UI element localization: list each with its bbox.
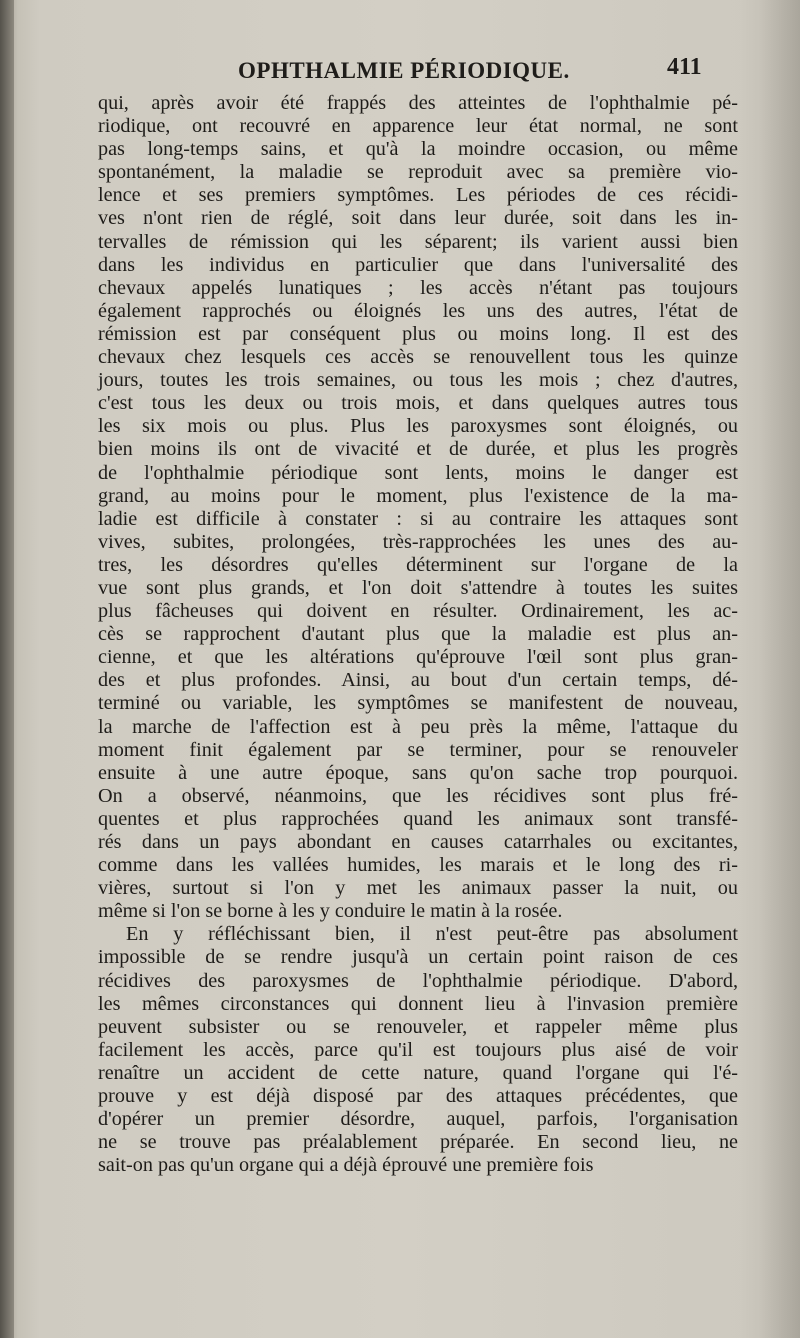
text-line: jours, toutes les trois semaines, ou tous les mois ; chez d'autres, (98, 369, 738, 392)
text-line: rémission est par conséquent plus ou moins long. Il est des (98, 322, 738, 345)
text-line: comme dans les vallées humides, les marais et le long des ri- (98, 854, 738, 877)
text-line: la marche de l'affection est à peu près la même, l'attaque du (98, 715, 738, 738)
text-line: chevaux chez lesquels ces accès se renouvellent tous les quinze (98, 346, 738, 369)
book-spine-shadow (0, 0, 14, 1338)
text-line: En y réfléchissant bien, il n'est peut-être pas absolument (126, 923, 738, 946)
text-line: riodique, ont recouvré en apparence leur état normal, ne sont (98, 115, 738, 138)
text-line: facilement les accès, parce qu'il est toujours plus aisé de voir (98, 1038, 738, 1061)
page-header (0, 52, 800, 92)
text-line: peuvent subsister ou se renouveler, et rappeler même plus (98, 1015, 738, 1038)
text-line: ensuite à une autre époque, sans qu'on sache trop pourquoi. (98, 761, 738, 784)
text-line: quentes et plus rapprochées quand les animaux sont transfé- (98, 807, 738, 830)
text-line: qui, après avoir été frappés des atteintes de l'ophthalmie pé- (98, 92, 738, 114)
text-line: les mêmes circonstances qui donnent lieu à l'invasion première (98, 992, 738, 1015)
text-line: grand, au moins pour le moment, plus l'existence de la ma- (98, 484, 738, 507)
text-line: terminé ou variable, les symptômes se manifestent de nouveau, (98, 692, 738, 715)
text-line: impossible de se rendre jusqu'à un certain point raison de ces (98, 946, 738, 969)
text-line: cienne, et que les altérations qu'éprouve l'œil sont plus gran- (98, 646, 738, 669)
text-line: chevaux appelés lunatiques ; les accès n'étant pas toujours (98, 276, 738, 299)
text-line: vives, subites, prolongées, très-rapprochées les unes des au- (98, 530, 738, 553)
text-line: vières, surtout si l'on y met les animaux passer la nuit, ou (98, 877, 738, 900)
text-line: prouve y est déjà disposé par des attaques précédentes, que (98, 1085, 738, 1108)
text-line: également rapprochés ou éloignés les uns des autres, l'état de (98, 299, 738, 322)
running-title: OPHTHALMIE PÉRIODIQUE. (238, 58, 570, 83)
text-line: moment finit également par se terminer, pour se renouveler (98, 738, 738, 761)
text-line: tervalles de rémission qui les séparent; ils varient aussi bien (98, 230, 738, 253)
text-line: c'est tous les deux ou trois mois, et dans quelques autres tous (98, 392, 738, 415)
text-line: récidives des paroxysmes de l'ophthalmie périodique. D'abord, (98, 969, 738, 992)
text-line: sait-on pas qu'un organe qui a déjà éprouvé une première fois (98, 1154, 594, 1177)
text-line: tres, les désordres qu'elles déterminent sur l'organe de la (98, 553, 738, 576)
body-text (98, 92, 738, 1177)
text-line: ne se trouve pas préalablement préparée. En second lieu, ne (98, 1131, 738, 1154)
text-line: lence et ses premiers symptômes. Les périodes de ces récidi- (98, 184, 738, 207)
text-line: ladie est difficile à constater : si au contraire les attaques sont (98, 507, 738, 530)
text-line: renaître un accident de cette nature, quand l'organe qui l'é- (98, 1061, 738, 1084)
text-line: des et plus profondes. Ainsi, au bout d'un certain temps, dé- (98, 669, 738, 692)
paragraph-1 (98, 92, 738, 923)
paragraph-2 (98, 923, 738, 1177)
text-line: même si l'on se borne à les y conduire le matin à la rosée. (98, 900, 563, 923)
page-number: 411 (667, 54, 702, 80)
text-line: vue sont plus grands, et l'on doit s'attendre à toutes les suites (98, 576, 738, 599)
text-line: plus fâcheuses qui doivent en résulter. Ordinairement, les ac- (98, 600, 738, 623)
text-line: rés dans un pays abondant en causes catarrhales ou excitantes, (98, 831, 738, 853)
text-line: de l'ophthalmie périodique sont lents, moins le danger est (98, 461, 738, 484)
text-line: dans les individus en particulier que dans l'universalité des (98, 253, 738, 276)
text-line: ves n'ont rien de réglé, soit dans leur durée, soit dans les in- (98, 207, 738, 230)
text-line: spontanément, la maladie se reproduit avec sa première vio- (98, 161, 738, 184)
text-line: cès se rapprochent d'autant plus que la maladie est plus an- (98, 623, 738, 646)
text-line: pas long-temps sains, et qu'à la moindre occasion, ou même (98, 138, 738, 161)
text-line: On a observé, néanmoins, que les récidives sont plus fré- (98, 784, 738, 807)
page-edge-shading (740, 0, 800, 1338)
text-line: bien moins ils ont de vivacité et de durée, et plus les progrès (98, 438, 738, 461)
text-line: les six mois ou plus. Plus les paroxysmes sont éloignés, ou (98, 415, 738, 438)
text-line: d'opérer un premier désordre, auquel, parfois, l'organisation (98, 1108, 738, 1131)
